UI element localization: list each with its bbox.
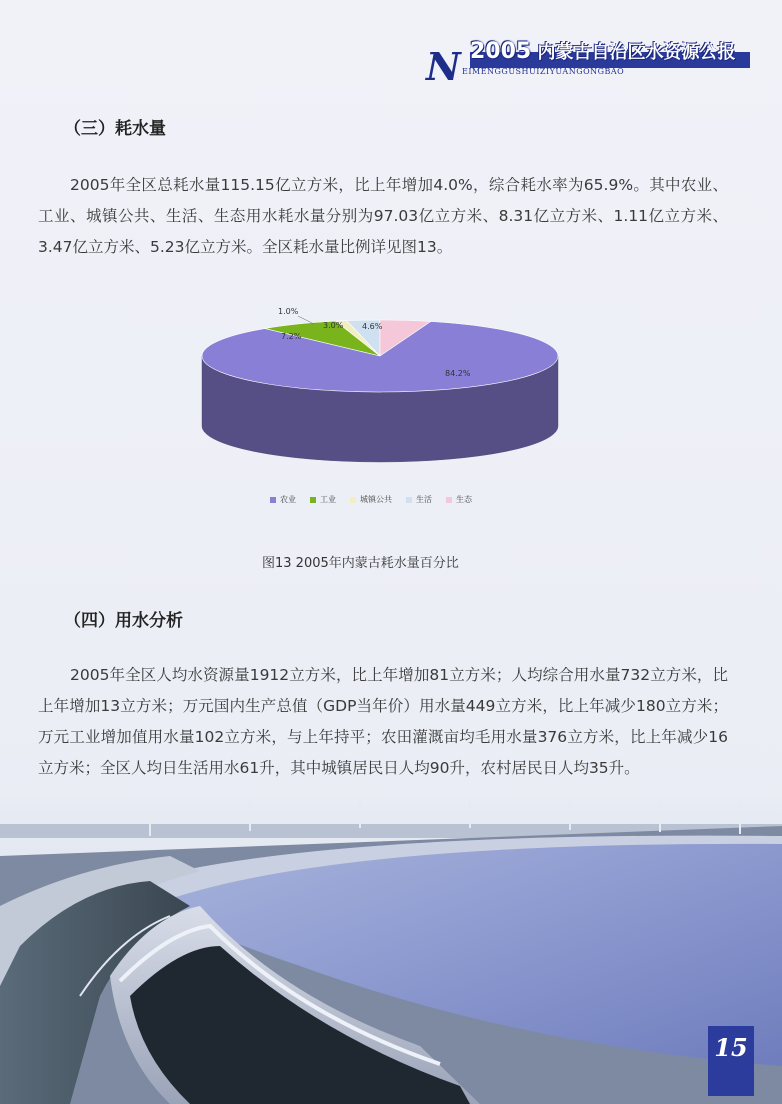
legend-label: 农业 <box>280 495 296 504</box>
pie-label-农业: 84.2% <box>445 369 471 378</box>
legend-item-农业 <box>270 494 296 505</box>
pie-leader-line <box>298 316 314 324</box>
legend-swatch <box>350 497 356 503</box>
legend-swatch <box>406 497 412 503</box>
section4-paragraph: 2005年全区人均水资源量1912立方米，比上年增加81立方米；人均综合用水量732立方米，比上年增加13立方米；万元国内生产总值（GDP当年价）用水量449立方米，比上年减少180立方米；万元工业增加值用水量102立方米，与上年持平；农田灌溉亩均毛用水量376立方米，比上年减少16立方米；全区人均日生活用水61升，其中城镇居民日人均90升，农村居民日人均35升。 <box>38 666 728 777</box>
legend-label: 工业 <box>320 495 336 504</box>
figure-caption: 图13 2005年内蒙古耗水量百分比 <box>262 556 459 571</box>
legend-label: 生活 <box>416 495 432 504</box>
pie-chart <box>190 300 580 480</box>
pie-label-生态: 4.6% <box>362 322 383 331</box>
legend-label: 生态 <box>456 495 472 504</box>
section4-title: （四）用水分析 <box>64 611 183 631</box>
header-title <box>470 38 748 68</box>
legend-swatch <box>446 497 452 503</box>
section3-title: （三）耗水量 <box>64 119 166 139</box>
legend-label: 城镇公共 <box>360 495 392 504</box>
pie-label-工业: 7.2% <box>281 332 302 341</box>
legend-swatch <box>270 497 276 503</box>
header-title-text: 内蒙古自治区水资源公报 <box>537 42 736 63</box>
page-number: 15 <box>708 1026 754 1096</box>
legend-item-工业 <box>310 494 336 505</box>
pie-label-城镇公共: 1.0% <box>278 307 299 316</box>
section3-paragraph: 2005年全区总耗水量115.15亿立方米，比上年增加4.0%，综合耗水率为65.9%。其中农业、工业、城镇公共、生活、生态用水耗水量分别为97.03亿立方米、8.31亿立方米、1.11亿立方米、3.47亿立方米、5.23亿立方米。全区耗水量比例详见图13。 <box>38 176 728 256</box>
water-treatment-photo <box>0 796 782 1104</box>
legend-item-城镇公共 <box>350 494 392 505</box>
header-initial: N <box>426 44 461 89</box>
pie-label-生活: 3.0% <box>323 321 344 330</box>
legend-item-生态 <box>446 494 472 505</box>
chart-legend <box>270 494 472 505</box>
legend-item-生活 <box>406 494 432 505</box>
legend-swatch <box>310 497 316 503</box>
header-subtitle: EIMENGGUSHUIZIYUANGONGBAO <box>462 67 625 76</box>
header-year: 2005 <box>470 39 532 64</box>
